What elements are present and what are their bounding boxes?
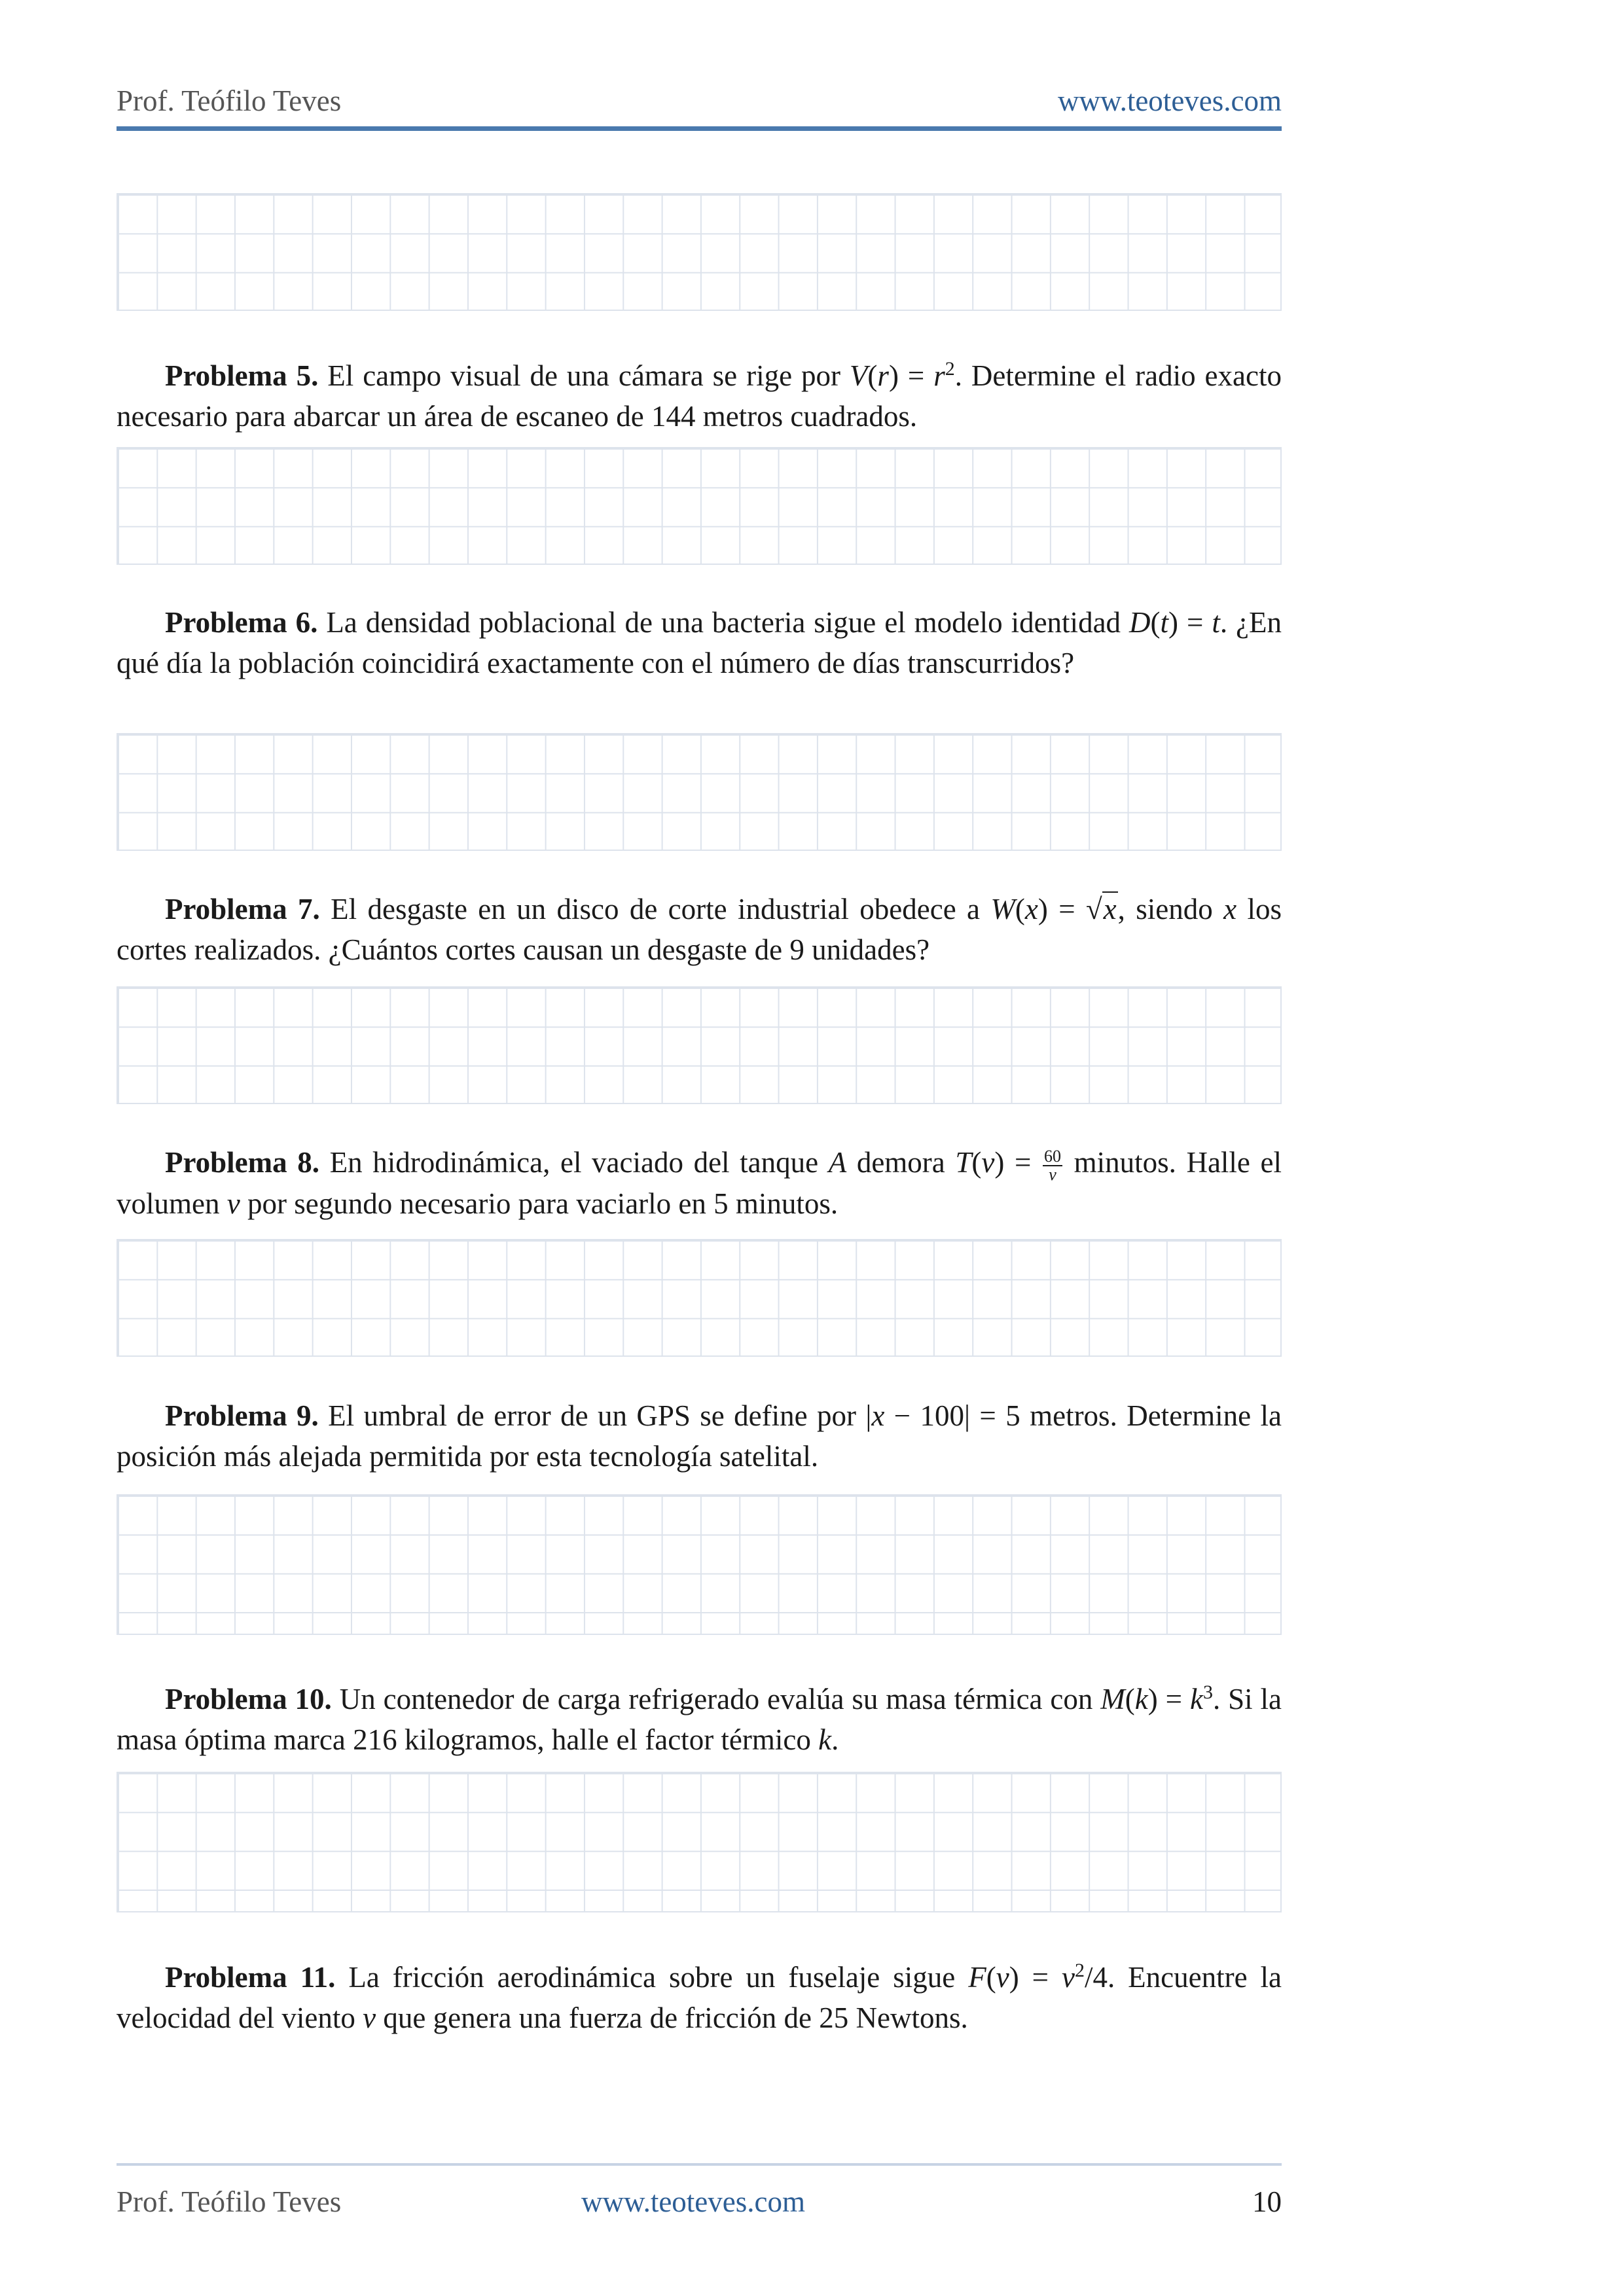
problem-6: Problema 6. La densidad poblacional de una bacteria sigue el modelo identidad D(t) = t. ¿En qué día la población coincidirá exactamente con el número de días transcurridos? — [117, 606, 1282, 679]
problem-7: Problema 7. El desgaste en un disco de corte industrial obedece a W(x) = √x, siendo x los cortes realizados. ¿Cuántos cortes causan un desgaste de 9 unidades? — [117, 893, 1282, 966]
problem-8: Problema 8. En hidrodinámica, el vaciado del tanque A demora T(v) = $\frac{60}{v}$ minutos. Halle el volumen v por segundo necesario para vaciarlo en 5 minutos. — [117, 1146, 1282, 1220]
answer-grid — [117, 1494, 1282, 1635]
problem-5: Problema 5. El campo visual de una cámara se rige por $V(r) = r^2$. Determine el radio exacto necesario para abarcar un área de escaneo de 144 metros cuadrados. — [117, 358, 1282, 433]
footer-website[interactable]: www.teoteves.com — [581, 2185, 805, 2218]
problem-label: Problema 6. — [165, 606, 318, 639]
answer-grid — [117, 193, 1282, 311]
page-number: 10 — [1252, 2185, 1282, 2218]
answer-grid — [117, 1239, 1282, 1357]
problem-label: Problema 11. — [165, 1961, 336, 1994]
answer-grid — [117, 1772, 1282, 1912]
fraction: $\frac{60}{v}$ — [1043, 1146, 1061, 1184]
header-website[interactable]: www.teoteves.com — [1058, 84, 1282, 117]
problem-label: Problema 10. — [165, 1683, 332, 1715]
header-author: Prof. Teófilo Teves — [117, 84, 342, 117]
header-rule — [117, 126, 1282, 131]
answer-grid — [117, 733, 1282, 851]
problem-label: Problema 7. — [165, 893, 320, 925]
answer-grid — [117, 447, 1282, 565]
footer-rule — [117, 2163, 1282, 2166]
problem-11: Problema 11. La fricción aerodinámica sobre un fuselaje sigue $F(v) = v^2/4$. Encuentre la velocidad del viento v que genera una fuerza de fricción de 25 Newtons. — [117, 1960, 1282, 2034]
problem-10: Problema 10. Un contenedor de carga refrigerado evalúa su masa térmica con $M(k) = k^3$. Si la masa óptima marca 216 kilogramos, halle el factor térmico k. — [117, 1681, 1282, 1756]
answer-grid — [117, 986, 1282, 1104]
problem-label: Problema 8. — [165, 1146, 319, 1179]
square-root: √x — [1085, 893, 1117, 925]
problem-9: Problema 9. El umbral de error de un GPS se define por |x − 100| = 5 metros. Determine la posición más alejada permitida por esta tecnología satelital. — [117, 1399, 1282, 1473]
problem-label: Problema 5. — [165, 359, 319, 392]
footer-author: Prof. Teófilo Teves — [117, 2185, 342, 2218]
problem-label: Problema 9. — [165, 1399, 319, 1432]
